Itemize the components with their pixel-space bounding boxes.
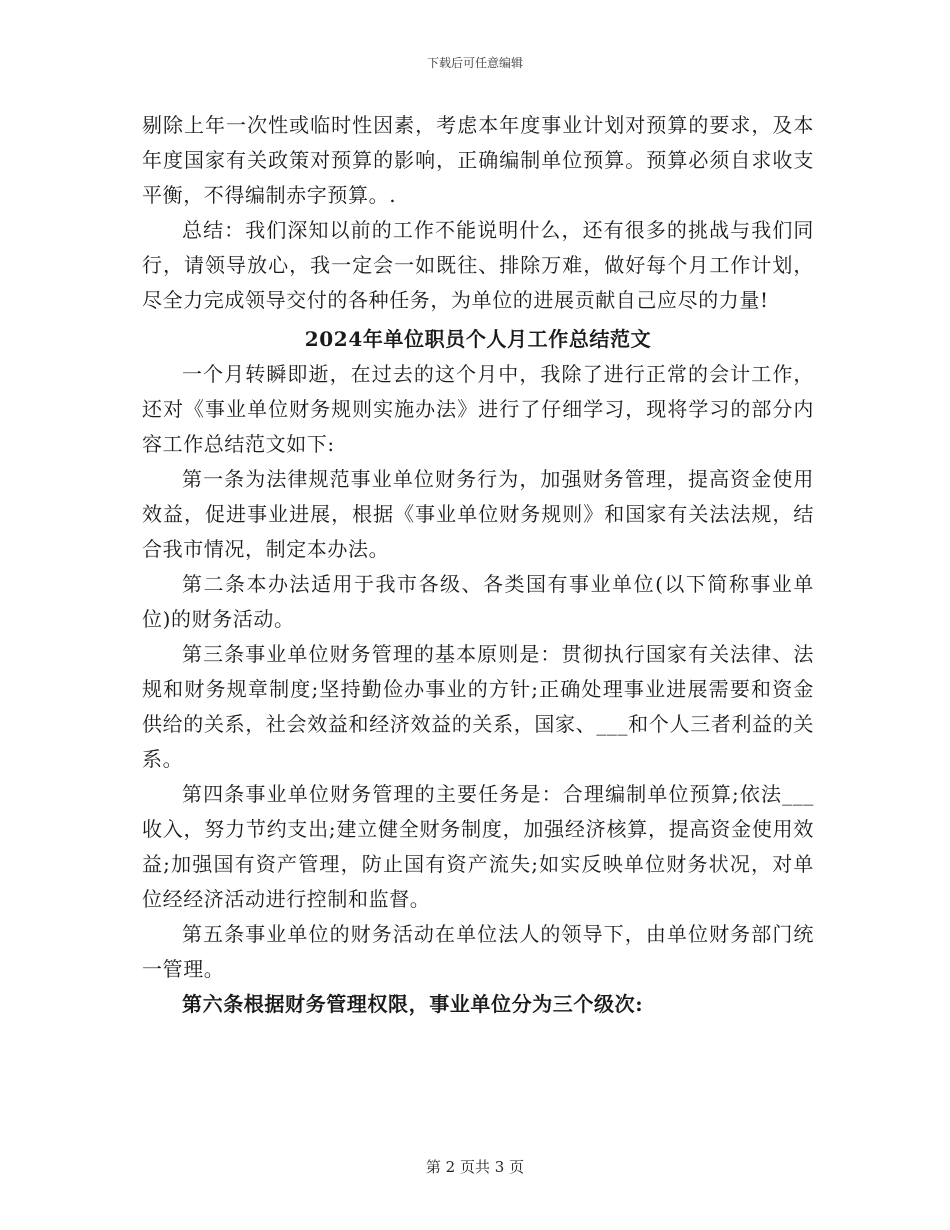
page-footer: 第 2 页共 3 页 bbox=[425, 1158, 525, 1176]
paragraph-budget: 剔除上年一次性或临时性因素，考虑本年度事业计划对预算的要求，及本年度国家有关政策对预算的影响，正确编制单位预算。预算必须自求收支平衡，不得编制赤字预算。. bbox=[142, 113, 814, 207]
document-body bbox=[142, 108, 814, 1022]
article-2: 第二条本办法适用于我市各级、各类国有事业单位(以下简称事业单位)的财务活动。 bbox=[142, 572, 814, 631]
paragraph-intro: 一个月转瞬即逝，在过去的这个月中，我除了进行正常的会计工作，还对《事业单位财务规则实施办法》进行了仔细学习，现将学习的部分内容工作总结范文如下: bbox=[142, 362, 814, 456]
header-note: 下载后可任意编辑 bbox=[426, 56, 523, 70]
article-1: 第一条为法律规范事业单位财务行为，加强财务管理，提高资金使用效益，促进事业进展，根据《事业单位财务规则》和国家有关法法规，结合我市情况，制定本办法。 bbox=[142, 467, 814, 561]
article-6: 第六条根据财务管理权限，事业单位分为三个级次: bbox=[182, 992, 644, 1016]
article-5: 第五条事业单位的财务活动在单位法人的领导下，由单位财务部门统一管理。 bbox=[142, 922, 814, 981]
section-title: 2024年单位职员个人月工作总结范文 bbox=[304, 327, 652, 351]
article-4: 第四条事业单位财务管理的主要任务是：合理编制单位预算;依法___收入，努力节约支出;建立健全财务制度，加强经济核算，提高资金使用效益;加强国有资产管理，防止国有资产流失;如实反映单位财务状况，对单位经经济活动进行控制和监督。 bbox=[142, 782, 814, 911]
article-3: 第三条事业单位财务管理的基本原则是：贯彻执行国家有关法律、法规和财务规章制度;坚持勤俭办事业的方针;正确处理事业进展需要和资金供给的关系，社会效益和经济效益的关系，国家、___和个人三者利益的关系。 bbox=[142, 642, 814, 771]
paragraph-summary: 总结：我们深知以前的工作不能说明什么，还有很多的挑战与我们同行，请领导放心，我一定会一如既往、排除万难，做好每个月工作计划，尽全力完成领导交付的各种任务，为单位的进展贡献自己应尽的力量! bbox=[142, 218, 814, 312]
